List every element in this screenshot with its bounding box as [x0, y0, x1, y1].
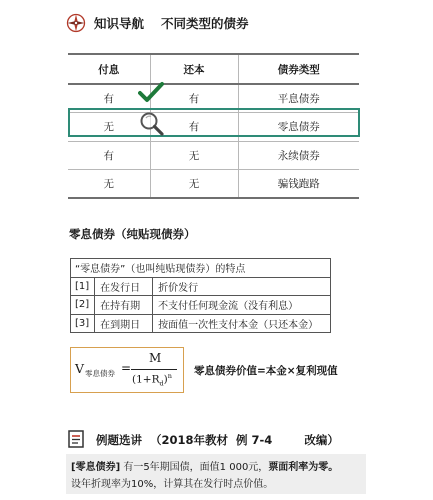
features-header-row [71, 259, 331, 278]
example-emphasis: 票面利率为零。 [268, 462, 339, 473]
den-exponent: n [167, 372, 172, 380]
features-table [70, 258, 331, 333]
feature-key: 在持有期 [95, 296, 153, 315]
table-cell: 骗钱跑路 [238, 170, 359, 199]
feature-number: [1] [71, 277, 95, 296]
table-row [68, 141, 359, 170]
table-header-row [68, 54, 359, 84]
feature-key: 在到期日 [95, 314, 153, 333]
table-cell: 零息债券 [238, 113, 359, 142]
checkmark-icon [138, 81, 164, 103]
fraction-bar [131, 369, 177, 370]
header [66, 12, 249, 34]
section-title: 知识导航 [94, 16, 145, 31]
table-cell: 无 [68, 113, 150, 142]
den-close: ) [163, 373, 168, 386]
example-line-1 [71, 458, 338, 473]
table-cell: 无 [150, 141, 238, 170]
formula-box [70, 347, 184, 393]
table-cell: 无 [68, 170, 150, 199]
document-icon [67, 429, 85, 449]
table-cell: 有 [150, 113, 238, 142]
formula-equals: = [121, 361, 132, 375]
formula-denominator [132, 372, 172, 388]
formula-v-subscript: 零息债券 [85, 369, 115, 378]
table-cell: 永续债券 [238, 141, 359, 170]
table-row [71, 296, 331, 315]
formula-v: V [75, 361, 85, 376]
table-row [68, 170, 359, 199]
table-cell: 有 [68, 84, 150, 113]
table-cell: 有 [150, 84, 238, 113]
example-line-2: 设年折现率为10%，计算其在发行时点价值。 [71, 479, 274, 490]
formula-description: 零息债券价值=本金×复利现值 [194, 365, 338, 377]
feature-number: [2] [71, 296, 95, 315]
feature-value: 按面值一次性支付本金（只还本金） [153, 314, 331, 333]
compass-icon [66, 13, 86, 33]
bond-type-table [68, 53, 359, 199]
table-cell: 有 [68, 141, 150, 170]
table-row [71, 314, 331, 333]
example-title: 例题选讲 （2018年教材 例 7-4 改编） [96, 433, 339, 447]
feature-key: 在发行日 [95, 277, 153, 296]
example-text: 有一5年期国债，面值1 000元， [120, 462, 269, 473]
table-cell: 平息债券 [238, 84, 359, 113]
table-row [68, 84, 359, 113]
column-header-bond-type: 债券类型 [238, 54, 359, 84]
magnifier-icon [139, 111, 165, 137]
formula-numerator: M [149, 351, 162, 365]
table-row [71, 277, 331, 296]
feature-value: 不支付任何现金流（没有利息） [153, 296, 331, 315]
table-cell: 无 [150, 170, 238, 199]
column-header-principal: 还本 [150, 54, 238, 84]
den-subscript: d [159, 379, 164, 388]
table-row [68, 113, 359, 142]
den-open: (1+R [132, 373, 160, 386]
features-header: “零息债券”（也叫纯贴现债券）的特点 [71, 259, 331, 278]
feature-value: 折价发行 [153, 277, 331, 296]
zero-coupon-title: 零息债券（纯贴现债券） [69, 227, 196, 241]
page-title: 不同类型的债券 [161, 16, 249, 31]
example-tag: [零息债券] [71, 462, 121, 473]
column-header-interest: 付息 [68, 54, 150, 84]
feature-number: [3] [71, 314, 95, 333]
